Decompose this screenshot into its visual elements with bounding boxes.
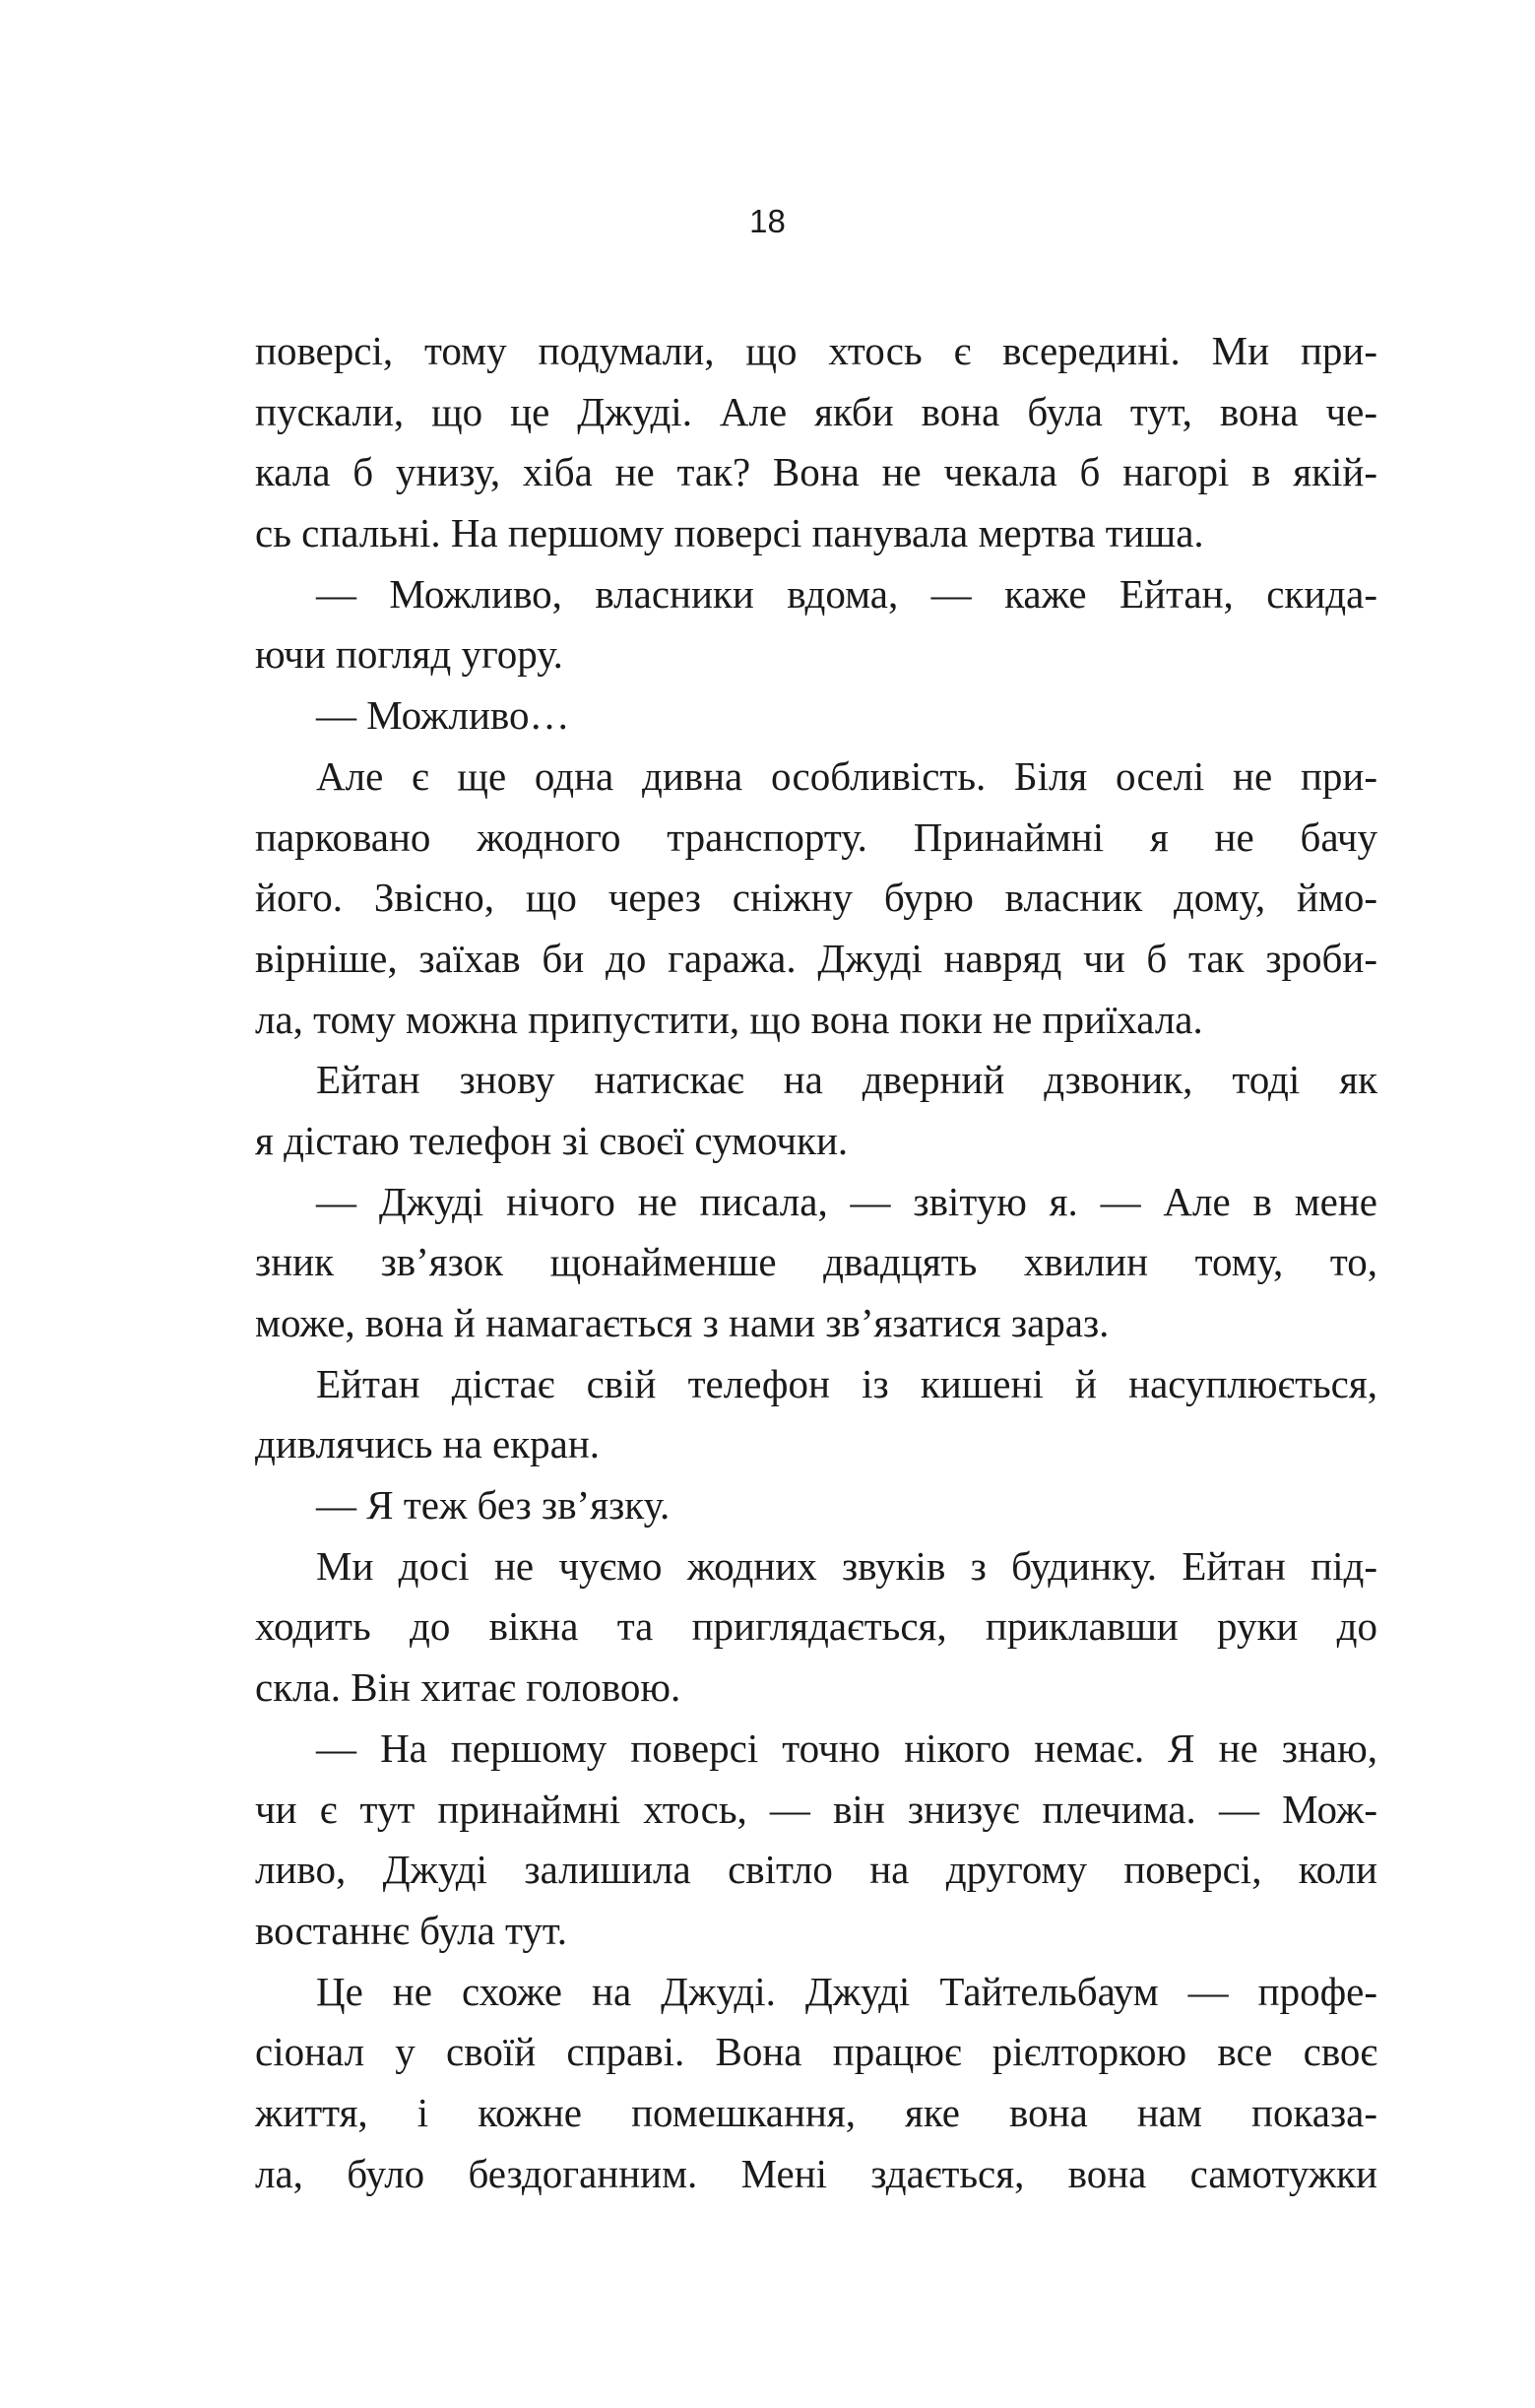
text-line: Але є ще одна дивна особливість. Біля оселі не при- [316, 752, 1377, 799]
text-line: — На першому поверсі точно нікого немає. Я не знаю, [316, 1725, 1377, 1771]
text-line: життя, і кожне помешкання, яке вона нам показа- [255, 2089, 1377, 2135]
text-line: востаннє була тут. [255, 1907, 568, 1953]
text-line: дивлячись на екран. [255, 1421, 601, 1467]
text-line: парковано жодного транспорту. Принаймні я не бачу [255, 814, 1377, 860]
text-line: скла. Він хитає головою. [255, 1664, 681, 1711]
text-line: чи є тут принаймні хтось, — він знизує плечима. — Мож- [255, 1786, 1377, 1832]
text-line: — Можливо, власники вдома, — каже Ейтан, скида- [316, 570, 1377, 617]
text-line: зник зв’язок щонайменше двадцять хвилин тому, то, [255, 1239, 1377, 1285]
text-line: Ми досі не чуємо жодних звуків з будинку. Ейтан під- [316, 1542, 1377, 1589]
text-line: сіонал у своїй справі. Вона працює рієлторкою все своє [255, 2029, 1377, 2075]
text-line: ходить до вікна та приглядається, приклавши руки до [255, 1603, 1377, 1650]
text-line: поверсі, тому подумали, що хтось є всередині. Ми при- [255, 328, 1377, 373]
text-line: може, вона й намагається з нами зв’язатися зараз. [255, 1300, 1110, 1345]
text-line: пускали, що це Джуді. Але якби вона була тут, вона че- [255, 388, 1377, 434]
text-line: — Я теж без зв’язку. [316, 1482, 671, 1529]
page-number: 18 [749, 203, 786, 239]
text-line: — Джуді нічого не писала, — звітую я. — Але в мене [316, 1178, 1377, 1224]
text-line: вірніше, заїхав би до гаража. Джуді навряд чи б так зроби- [255, 935, 1377, 981]
text-line: я дістаю телефон зі своєї сумочки. [255, 1117, 849, 1163]
text-line: ливо, Джуді залишила світло на другому поверсі, коли [255, 1847, 1377, 1893]
text-line: — Можливо… [316, 692, 570, 739]
body-text [255, 321, 1377, 2204]
text-line: сь спальні. На першому поверсі панувала мертва тиша. [255, 510, 1204, 556]
text-line: ла, тому можна припустити, що вона поки не приїхала. [255, 996, 1203, 1042]
text-line: Ейтан дістає свій телефон із кишені й насуплюється, [316, 1360, 1377, 1406]
text-line: Ейтан знову натискає на дверний дзвоник, тоді як [316, 1057, 1377, 1103]
text-line: ла, було бездоганним. Мені здається, вона самотужки [255, 2150, 1377, 2196]
text-line: Це не схоже на Джуді. Джуді Тайтельбаум — профе- [316, 1968, 1377, 2014]
text-line: ючи погляд угору. [255, 631, 563, 678]
text-line: кала б унизу, хіба не так? Вона не чекала б нагорі в якій- [255, 449, 1377, 495]
text-line: його. Звісно, що через сніжну бурю власник дому, ймо- [255, 875, 1377, 921]
